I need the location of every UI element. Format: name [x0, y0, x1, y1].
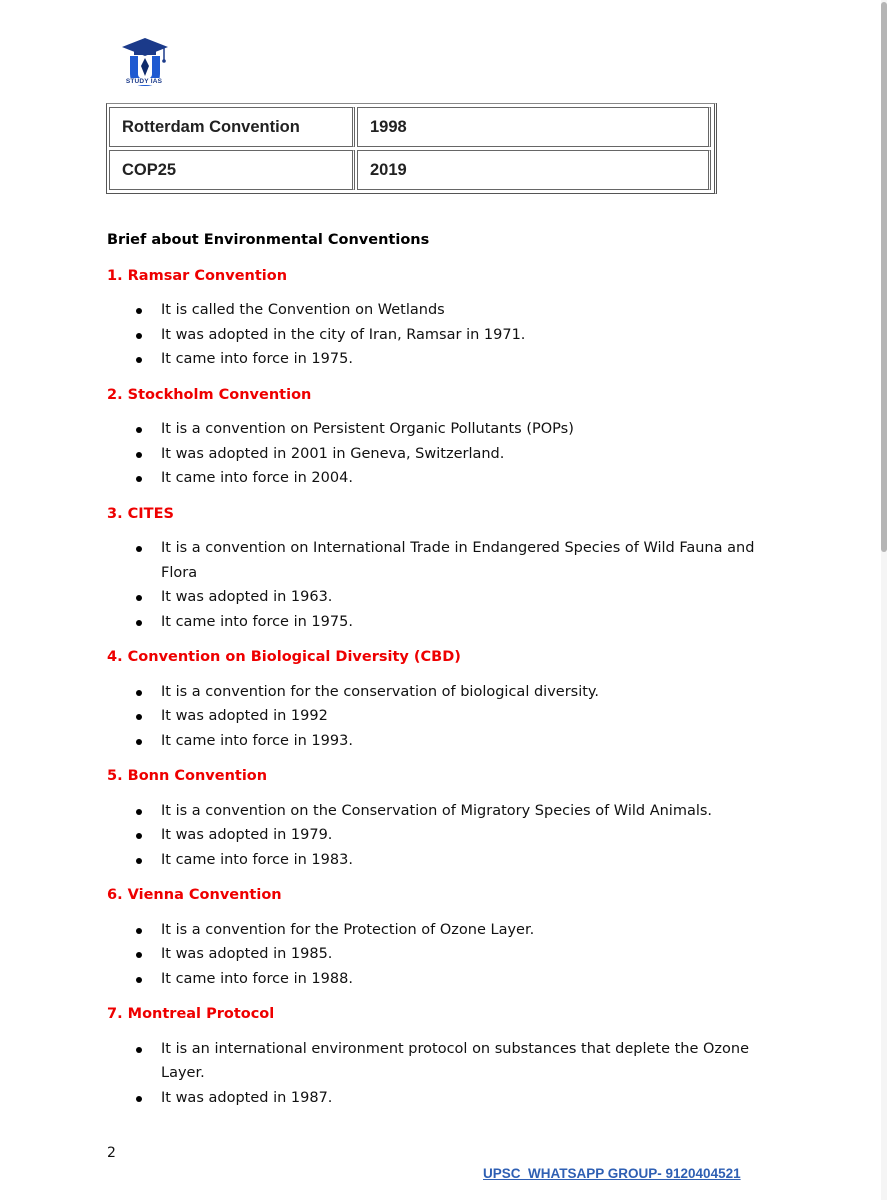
list-item: It is a convention on the Conservation of Migratory Species of Wild Animals. [107, 799, 787, 824]
document-content [107, 228, 787, 1121]
list-item: It is a convention for the Protection of Ozone Layer. [107, 918, 787, 943]
section-title-stockholm: 2. Stockholm Convention [107, 386, 312, 403]
section-title-cites: 3. CITES [107, 505, 174, 522]
bullet-list [107, 680, 787, 754]
table-cell-name: COP25 [109, 150, 355, 190]
list-item: It was adopted in 1987. [107, 1086, 787, 1111]
list-item: It was adopted in 1979. [107, 823, 787, 848]
whatsapp-group-link[interactable]: UPSC_WHATSAPP GROUP- 9120404521 [483, 1166, 741, 1181]
list-item: It was adopted in 1985. [107, 942, 787, 967]
bullet-list [107, 417, 787, 491]
section-title-bonn: 5. Bonn Convention [107, 768, 268, 784]
list-item: It came into force in 1975. [107, 610, 787, 635]
list-item: It is a convention on Persistent Organic Pollutants (POPs) [107, 417, 787, 442]
bullet-list [107, 1037, 787, 1111]
list-item: It came into force in 1988. [107, 967, 787, 992]
table-row [107, 150, 714, 190]
bullet-list [107, 918, 787, 992]
list-item: It was adopted in 1992 [107, 704, 787, 729]
section-title-cbd: 4. Convention on Biological Diversity (CBD) [107, 649, 461, 665]
bullet-list [107, 298, 787, 372]
section-title-ramsar: 1. Ramsar Convention [107, 267, 288, 284]
list-item: It was adopted in 2001 in Geneva, Switzerland. [107, 442, 787, 467]
scrollbar-thumb[interactable] [881, 2, 887, 552]
section-title-vienna: 6. Vienna Convention [107, 887, 282, 903]
table-row [107, 107, 714, 147]
bullet-list [107, 536, 787, 634]
bullet-list [107, 799, 787, 873]
list-item: It is called the Convention on Wetlands [107, 298, 787, 323]
list-item: It came into force in 1993. [107, 729, 787, 754]
table-cell-year: 1998 [357, 107, 711, 147]
list-item: It came into force in 2004. [107, 466, 787, 491]
list-item: It is a convention for the conservation of biological diversity. [107, 680, 787, 705]
logo-caption: STUDY IAS [122, 78, 166, 85]
section-title-montreal: 7. Montreal Protocol [107, 1006, 275, 1022]
table-cell-name: Rotterdam Convention [109, 107, 355, 147]
list-item: It came into force in 1983. [107, 848, 787, 873]
page-number: 2 [107, 1145, 116, 1161]
list-item: It is an international environment protocol on substances that deplete the Ozone Layer. [107, 1037, 787, 1086]
list-item: It is a convention on International Trade in Endangered Species of Wild Fauna and Flora [107, 536, 787, 585]
table-cell-year: 2019 [357, 150, 711, 190]
list-item: It was adopted in the city of Iran, Ramsar in 1971. [107, 323, 787, 348]
list-item: It came into force in 1975. [107, 347, 787, 372]
conventions-table [106, 103, 717, 194]
section-heading: Brief about Environmental Conventions [107, 232, 430, 248]
list-item: It was adopted in 1963. [107, 585, 787, 610]
